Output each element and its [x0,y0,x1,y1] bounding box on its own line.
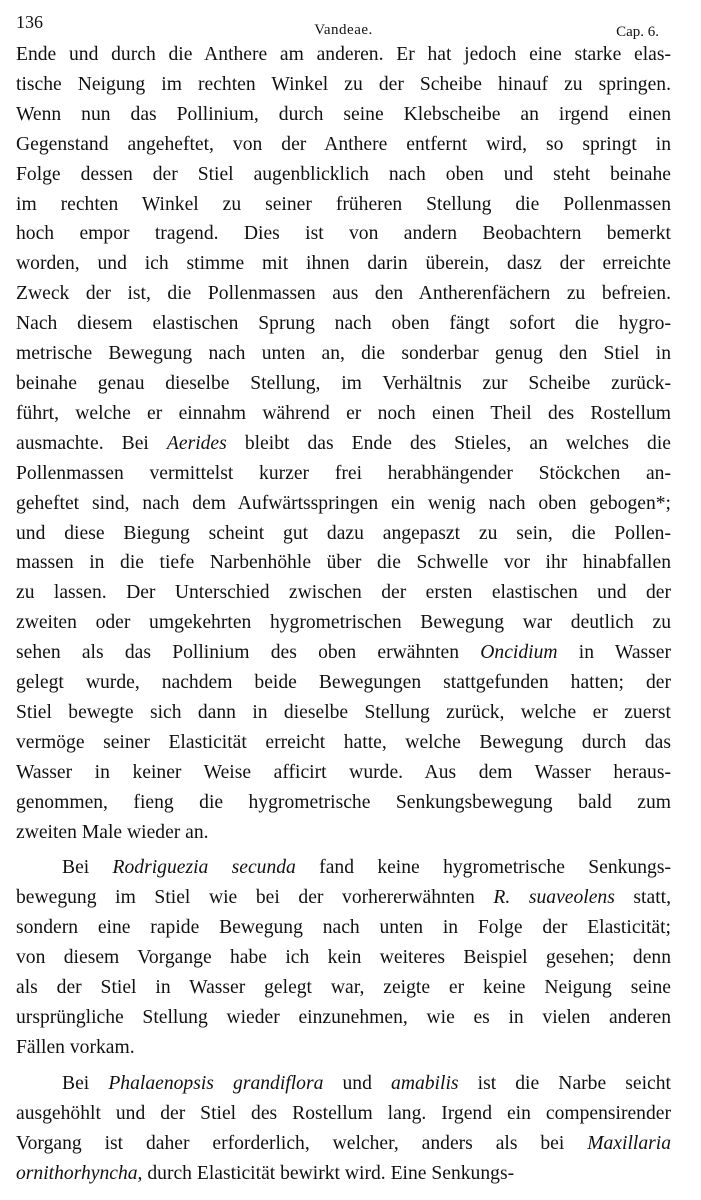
text-run: massen in die tiefe Narbenhöhle über die Schwelle vor ihr hinabfallen [16,552,671,574]
text-line [16,130,671,160]
text-run: führt, welche er einnahm während er noch einen Theil des Rostellum [16,402,671,424]
text-line [16,190,671,220]
text-run: bewegung im Stiel wie bei der vorhererwähnten [16,887,494,909]
text-run: im rechten Winkel zu seiner früheren Stellung die Pollenmassen [16,193,671,215]
text-run: ausmachte. Bei [16,432,167,454]
text-run: zu lassen. Der Unterschied zwischen der ersten elastischen und der [16,582,671,604]
text-run: und diese Biegung scheint gut dazu angepaszt zu sein, die Pollen- [16,522,671,544]
text-run: ist die Narbe seicht [458,1072,671,1094]
italic-taxon-name: Phalaenopsis grandiflora [108,1072,324,1094]
text-run: ursprüngliche Stellung wieder einzunehmen, wie es in vielen anderen [16,1007,671,1028]
italic-taxon-name: Oncidium [480,642,558,664]
text-line [16,1003,671,1033]
text-run: in Wasser [557,642,671,664]
text-run: als der Stiel in Wasser gelegt war, zeigte er keine Neigung seine [16,977,671,999]
text-line [16,519,671,549]
text-line [16,1069,671,1099]
text-run: Vorgang ist daher erforderlich, welcher, anders als bei [16,1132,588,1154]
text-line [16,818,671,848]
text-run: von diesem Vorgange habe ich kein weiteres Beispiel gesehen; denn [16,947,671,969]
text-run: Stiel bewegte sich dann in dieselbe Stellung zurück, welche er zuerst [16,701,671,723]
italic-taxon-name: R. suaveolens [493,887,615,909]
text-line [16,339,671,369]
text-run: fand keine hygrometrische Senkungs- [295,857,671,879]
text-run: geheftet sind, nach dem Aufwärtsspringen ein wenig nach oben gebogen*; [16,492,671,514]
paragraph [16,40,671,847]
text-line [16,369,671,399]
text-line [16,788,671,818]
text-line [16,943,671,973]
text-line [16,638,671,668]
text-line [16,1099,671,1129]
text-run: worden, und ich stimme mit ihnen darin überein, dasz der erreichte [16,253,671,275]
text-run: und [323,1072,392,1094]
text-run: Wenn nun das Pollinium, durch seine Klebscheibe an irgend einen [16,103,671,125]
chapter-label: Cap. 6. [616,24,659,40]
text-line [16,883,671,913]
text-line [16,70,671,100]
text-run: Zweck der ist, die Pollenmassen aus den Antherenfächern zu befreien. [16,283,671,305]
text-line [16,40,671,70]
text-line [16,758,671,788]
text-line [16,1159,671,1189]
text-line [16,399,671,429]
text-run: Bei [62,1072,109,1094]
text-line [16,219,671,249]
text-line [16,309,671,339]
text-line [16,249,671,279]
text-run: genommen, fieng die hygrometrische Senkungsbewegung bald zum [16,791,671,813]
text-line [16,1129,671,1159]
text-line [16,913,671,943]
text-line [16,668,671,698]
text-line [16,279,671,309]
text-run: Wasser in keiner Weise afficirt wurde. Aus dem Wasser heraus- [16,761,671,783]
text-line [16,489,671,519]
text-run: Nach diesem elastischen Sprung nach oben fängt sofort die hygro- [16,313,671,335]
text-line [16,548,671,578]
text-line [16,973,671,1003]
text-line [16,160,671,190]
text-run: Fällen vorkam. [16,1036,135,1058]
italic-taxon-name: ornithorhyncha, [16,1162,143,1184]
running-title: Vandeae. [314,22,373,38]
text-line [16,698,671,728]
italic-taxon-name: Rodriguezia secunda [112,857,296,879]
text-run: statt, [614,887,671,909]
text-run: sehen als das Pollinium des oben erwähnten [16,642,481,664]
paragraph [16,1069,671,1189]
text-run: vermöge seiner Elasticität erreicht hatte, welche Bewegung durch das [16,731,671,753]
text-line [16,578,671,608]
text-run: Folge dessen der Stiel augenblicklich nach oben und steht beinahe [16,163,671,185]
text-run: zweiten oder umgekehrten hygrometrischen Bewegung war deutlich zu [16,612,671,634]
text-line [16,459,671,489]
text-line [16,608,671,638]
text-line [16,429,671,459]
page-number: 136 [16,12,43,32]
text-run: ausgehöhlt und der Stiel des Rostellum lang. Irgend ein compensirender [16,1102,671,1124]
body-text [16,40,671,1188]
italic-taxon-name: Aerides [166,432,227,454]
text-run: tische Neigung im rechten Winkel zu der Scheibe hinauf zu springen. [16,73,671,95]
text-line [16,1033,671,1063]
page-header [16,10,671,40]
text-run: zweiten Male wieder an. [16,821,209,843]
text-run: Bei [62,857,113,879]
text-run: gelegt wurde, nachdem beide Bewegungen stattgefunden hatten; der [16,672,671,694]
paragraph [16,853,671,1062]
text-run: Ende und durch die Anthere am anderen. Er hat jedoch eine starke elas- [16,44,671,65]
text-run: Pollenmassen vermittelst kurzer frei herabhängender Stöckchen an- [16,462,671,484]
text-run: durch Elasticität bewirkt wird. Eine Senkungs- [142,1162,515,1184]
italic-taxon-name: Maxillaria [587,1132,671,1154]
text-run: hoch empor tragend. Dies ist von andern Beobachtern bemerkt [16,223,671,245]
text-run: Gegenstand angeheftet, von der Anthere entfernt wird, so springt in [16,133,671,155]
text-line [16,728,671,758]
italic-taxon-name: amabilis [391,1072,459,1094]
text-run: bleibt das Ende des Stieles, an welches die [226,432,671,454]
text-line [16,853,671,883]
text-line [16,100,671,130]
text-run: sondern eine rapide Bewegung nach unten in Folge der Elasticität; [16,917,671,939]
text-run: beinahe genau dieselbe Stellung, im Verhältnis zur Scheibe zurück- [16,372,671,394]
text-run: metrische Bewegung nach unten an, die sonderbar genug den Stiel in [16,343,671,365]
